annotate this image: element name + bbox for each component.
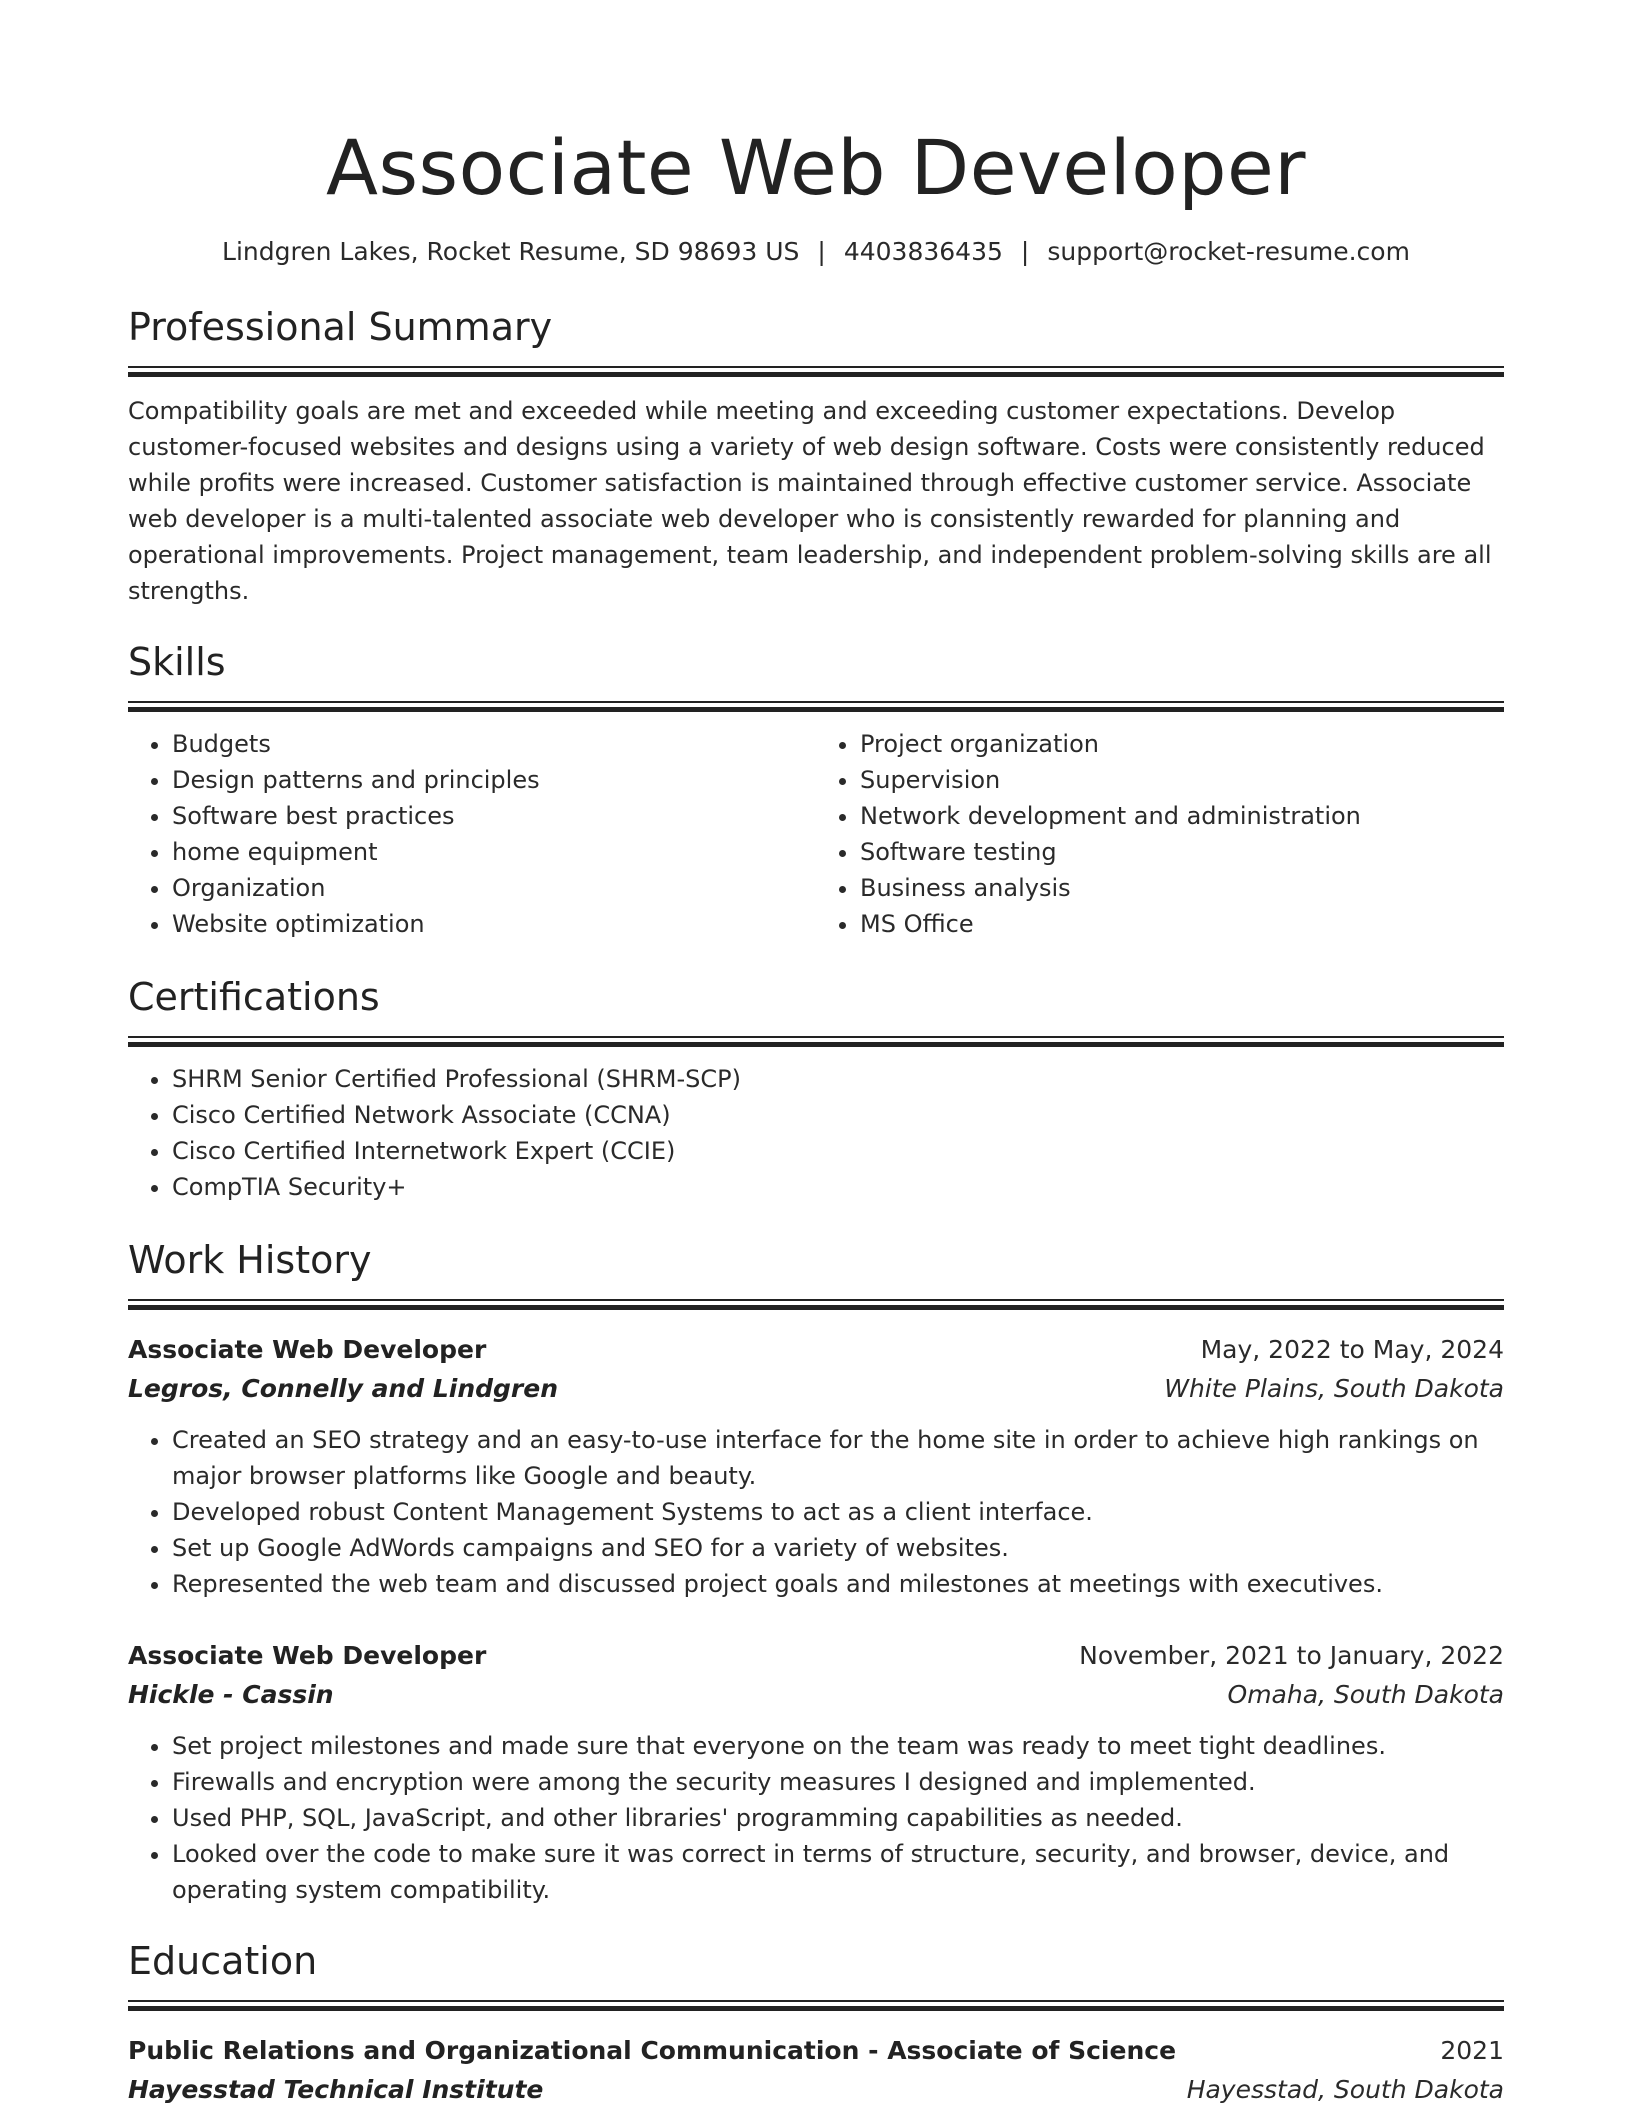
certifications-section	[128, 974, 1504, 1205]
certification-item: • Cisco Certified Network Associate (CCNA)	[172, 1097, 1504, 1133]
section-divider	[128, 701, 1504, 714]
education-section	[128, 1938, 1504, 2109]
job-duty: • Represented the web team and discussed project goals and milestones at meetings with executives.	[172, 1566, 1504, 1602]
job-duty: • Created an SEO strategy and an easy-to-use interface for the home site in order to achieve high rankings on major browser platforms like Google and beauty.	[172, 1422, 1504, 1494]
summary-section	[128, 304, 1504, 609]
education-year: 2021	[1440, 2036, 1504, 2065]
section-title-skills: Skills	[128, 640, 226, 684]
job-entry	[128, 1636, 1504, 1908]
contact-phone: 4403836435	[843, 237, 1003, 266]
skills-section	[128, 639, 1504, 942]
job-duty: • Set project milestones and made sure that everyone on the team was ready to meet tight deadlines.	[172, 1728, 1504, 1764]
job-location: White Plains, South Dakota	[1164, 1374, 1504, 1403]
job-employer: Hickle - Cassin	[128, 1680, 334, 1709]
skill-item: • Network development and administration	[860, 798, 1504, 834]
section-divider	[128, 366, 1504, 379]
skill-item: • Supervision	[860, 762, 1504, 798]
contact-line	[128, 234, 1504, 270]
job-duty: • Firewalls and encryption were among the security measures I designed and implemented.	[172, 1764, 1504, 1800]
section-divider	[128, 1299, 1504, 1312]
skill-item: • Budgets	[172, 726, 816, 762]
job-dates: November, 2021 to January, 2022	[1079, 1641, 1504, 1670]
education-degree: Public Relations and Organizational Communication - Associate of Science	[128, 2036, 1177, 2065]
skill-item: • Organization	[172, 870, 816, 906]
skill-item: • MS Office	[860, 906, 1504, 942]
skill-item: • Software testing	[860, 834, 1504, 870]
job-duties-list	[128, 1422, 1504, 1602]
job-employer: Legros, Connelly and Lindgren	[128, 1374, 559, 1403]
summary-text: Compatibility goals are met and exceeded while meeting and exceeding customer expectations. Develop customer-focused websites and designs using a variety of web design software. Costs were consistently reduced while profits were increased. Customer satisfaction is maintained through effective customer service. Associate web developer is a multi-talented associate web developer who is consistently rewarded for planning and operational improvements. Project management, team leadership, and independent problem-solving skills are all strengths.	[128, 397, 1492, 605]
job-location: Omaha, South Dakota	[1227, 1680, 1504, 1709]
skills-list-right	[816, 726, 1504, 942]
job-duty: • Looked over the code to make sure it was correct in terms of structure, security, and browser, device, and operating system compatibility.	[172, 1836, 1504, 1908]
job-duties-list	[128, 1728, 1504, 1908]
skill-item: • Business analysis	[860, 870, 1504, 906]
job-employer-row	[128, 1675, 1504, 1714]
work-history-section	[128, 1237, 1504, 1908]
certification-item: • CompTIA Security+	[172, 1169, 1504, 1205]
skills-list-left	[128, 726, 816, 942]
job-dates: May, 2022 to May, 2024	[1200, 1335, 1504, 1364]
certification-item: • Cisco Certified Internetwork Expert (CCIE)	[172, 1133, 1504, 1169]
job-duty: • Used PHP, SQL, JavaScript, and other libraries' programming capabilities as needed.	[172, 1800, 1504, 1836]
job-duty: • Developed robust Content Management Systems to act as a client interface.	[172, 1494, 1504, 1530]
section-title-certifications: Certifications	[128, 975, 380, 1019]
certification-item: • SHRM Senior Certified Professional (SHRM-SCP)	[172, 1061, 1504, 1097]
contact-address: Lindgren Lakes, Rocket Resume, SD 98693 US	[222, 237, 800, 266]
education-school: Hayesstad Technical Institute	[128, 2075, 544, 2104]
skill-item: • home equipment	[172, 834, 816, 870]
section-title-education: Education	[128, 1939, 318, 1983]
section-divider	[128, 1036, 1504, 1049]
education-location: Hayesstad, South Dakota	[1186, 2075, 1504, 2104]
job-header-row	[128, 1330, 1504, 1369]
education-entry	[128, 2031, 1504, 2109]
certifications-list	[128, 1061, 1504, 1205]
skills-grid	[128, 714, 1504, 942]
job-title: Associate Web Developer	[128, 1335, 487, 1364]
section-title-summary: Professional Summary	[128, 305, 553, 349]
skill-item: • Website optimization	[172, 906, 816, 942]
skill-item: • Design patterns and principles	[172, 762, 816, 798]
section-divider	[128, 2000, 1504, 2013]
contact-separator: |	[817, 237, 826, 266]
education-header-row	[128, 2031, 1504, 2070]
contact-separator: |	[1020, 237, 1030, 266]
skill-item: • Project organization	[860, 726, 1504, 762]
job-entry	[128, 1330, 1504, 1602]
job-duty: • Set up Google AdWords campaigns and SEO for a variety of websites.	[172, 1530, 1504, 1566]
job-employer-row	[128, 1369, 1504, 1408]
job-header-row	[128, 1636, 1504, 1675]
education-school-row	[128, 2070, 1504, 2109]
skill-item: • Software best practices	[172, 798, 816, 834]
contact-email: support@rocket-resume.com	[1047, 237, 1410, 266]
section-title-work: Work History	[128, 1238, 372, 1282]
job-title: Associate Web Developer	[128, 1641, 487, 1670]
resume-name: Associate Web Developer	[325, 123, 1307, 212]
